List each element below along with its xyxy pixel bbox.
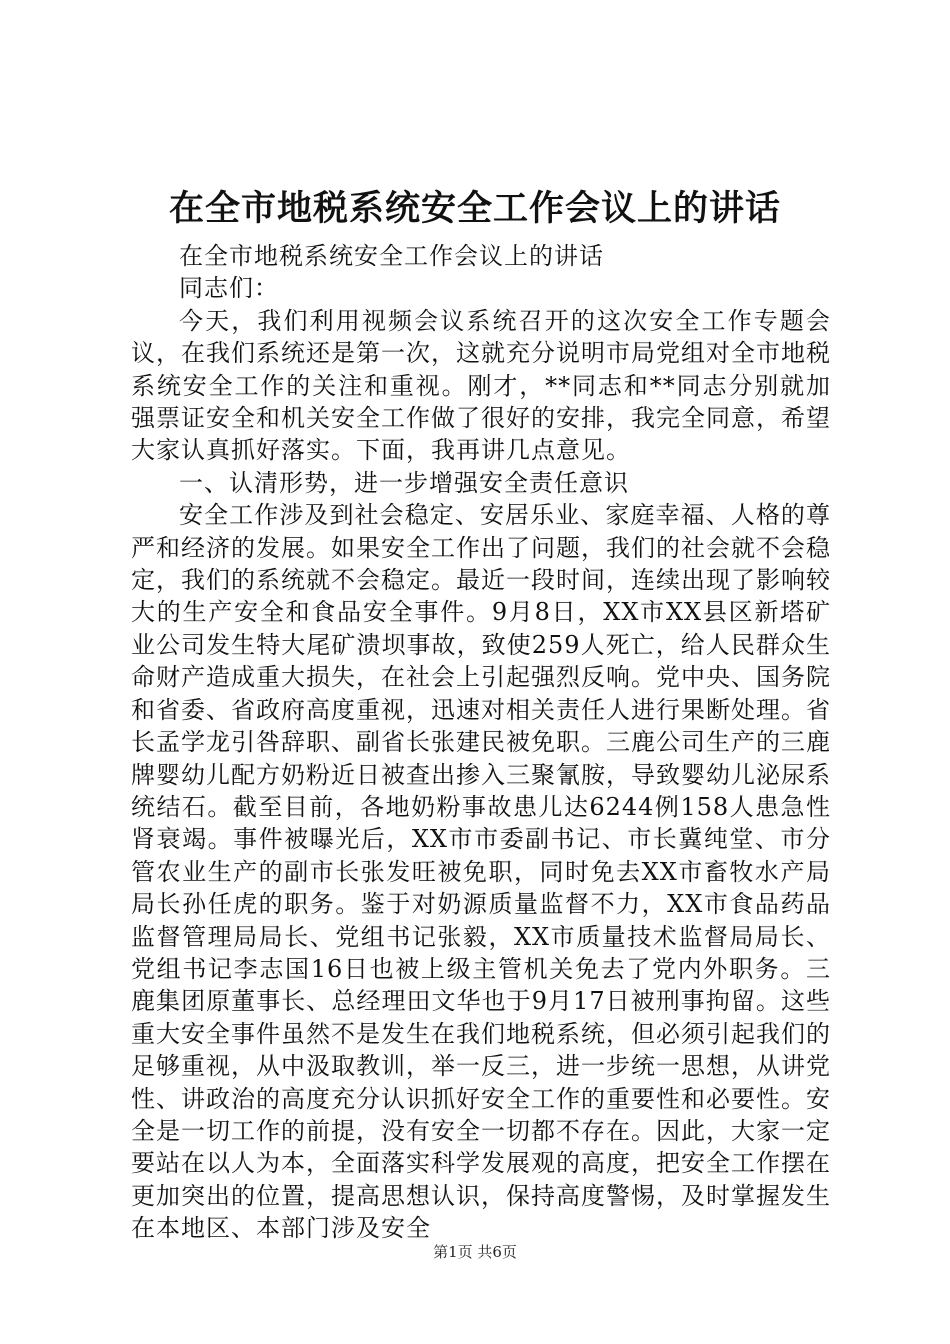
document-body — [131, 240, 831, 1245]
document-title: 在全市地税系统安全工作会议上的讲话 — [168, 188, 781, 229]
salutation-paragraph: 同志们： — [179, 274, 279, 303]
body-paragraph: 安全工作涉及到社会稳定、安居乐业、家庭幸福、人格的尊严和经济的发展。如果安全工作出了问题，我们的社会就不会稳定，我们的系统就不会稳定。最近一段时间，连续出现了影响较大的生产安全和食品安全事件。9月8日，XX市XX县区新塔矿业公司发生特大尾矿溃坝事故，致使259人死亡，给人民群众生命财产造成重大损失，在社会上引起强烈反响。党中央、国务院和省委、省政府高度重视，迅速对相关责任人进行果断处理。省长孟学龙引咎辞职、副省长张建民被免职。三鹿公司生产的三鹿牌婴幼儿配方奶粉近日被查出掺入三聚氰胺，导致婴幼儿泌尿系统结石。截至目前，各地奶粉事故患儿达6244例158人患急性肾衰竭。事件被曝光后，XX市市委副书记、市长冀纯堂、市分管农业生产的副市长张发旺被免职，同时免去XX市畜牧水产局局长孙任虎的职务。鉴于对奶源质量监督不力，XX市食品药品监督管理局局长、党组书记张毅，XX市质量技术监督局局长、党组书记李志国16日也被上级主管机关免去了党内外职务。三鹿集团原董事长、总经理田文华也于9月17日被刑事拘留。这些重大安全事件虽然不是发生在我们地税系统，但必须引起我们的足够重视，从中汲取教训，举一反三，进一步统一思想，从讲党性、讲政治的高度充分认识抓好安全工作的重要性和必要性。安全是一切工作的前提，没有安全一切都不存在。因此，大家一定要站在以人为本，全面落实科学发展观的高度，把安全工作摆在更加突出的位置，提高思想认识，保持高度警惕，及时掌握发生在本地区、本部门涉及安全 — [131, 501, 831, 1243]
page-footer: 第1页 共6页 — [433, 1243, 517, 1261]
section-heading: 一、认清形势，进一步增强安全责任意识 — [179, 468, 629, 497]
subtitle-paragraph: 在全市地税系统安全工作会议上的讲话 — [179, 242, 604, 270]
intro-paragraph: 今天，我们利用视频会议系统召开的这次安全工作专题会议，在我们系统还是第一次，这就充分说明市局党组对全市地税系统安全工作的关注和重视。刚才，**同志和**同志分别就加强票证安全和机关安全工作做了很好的安排，我完全同意，希望大家认真抓好落实。下面，我再讲几点意见。 — [131, 306, 831, 465]
